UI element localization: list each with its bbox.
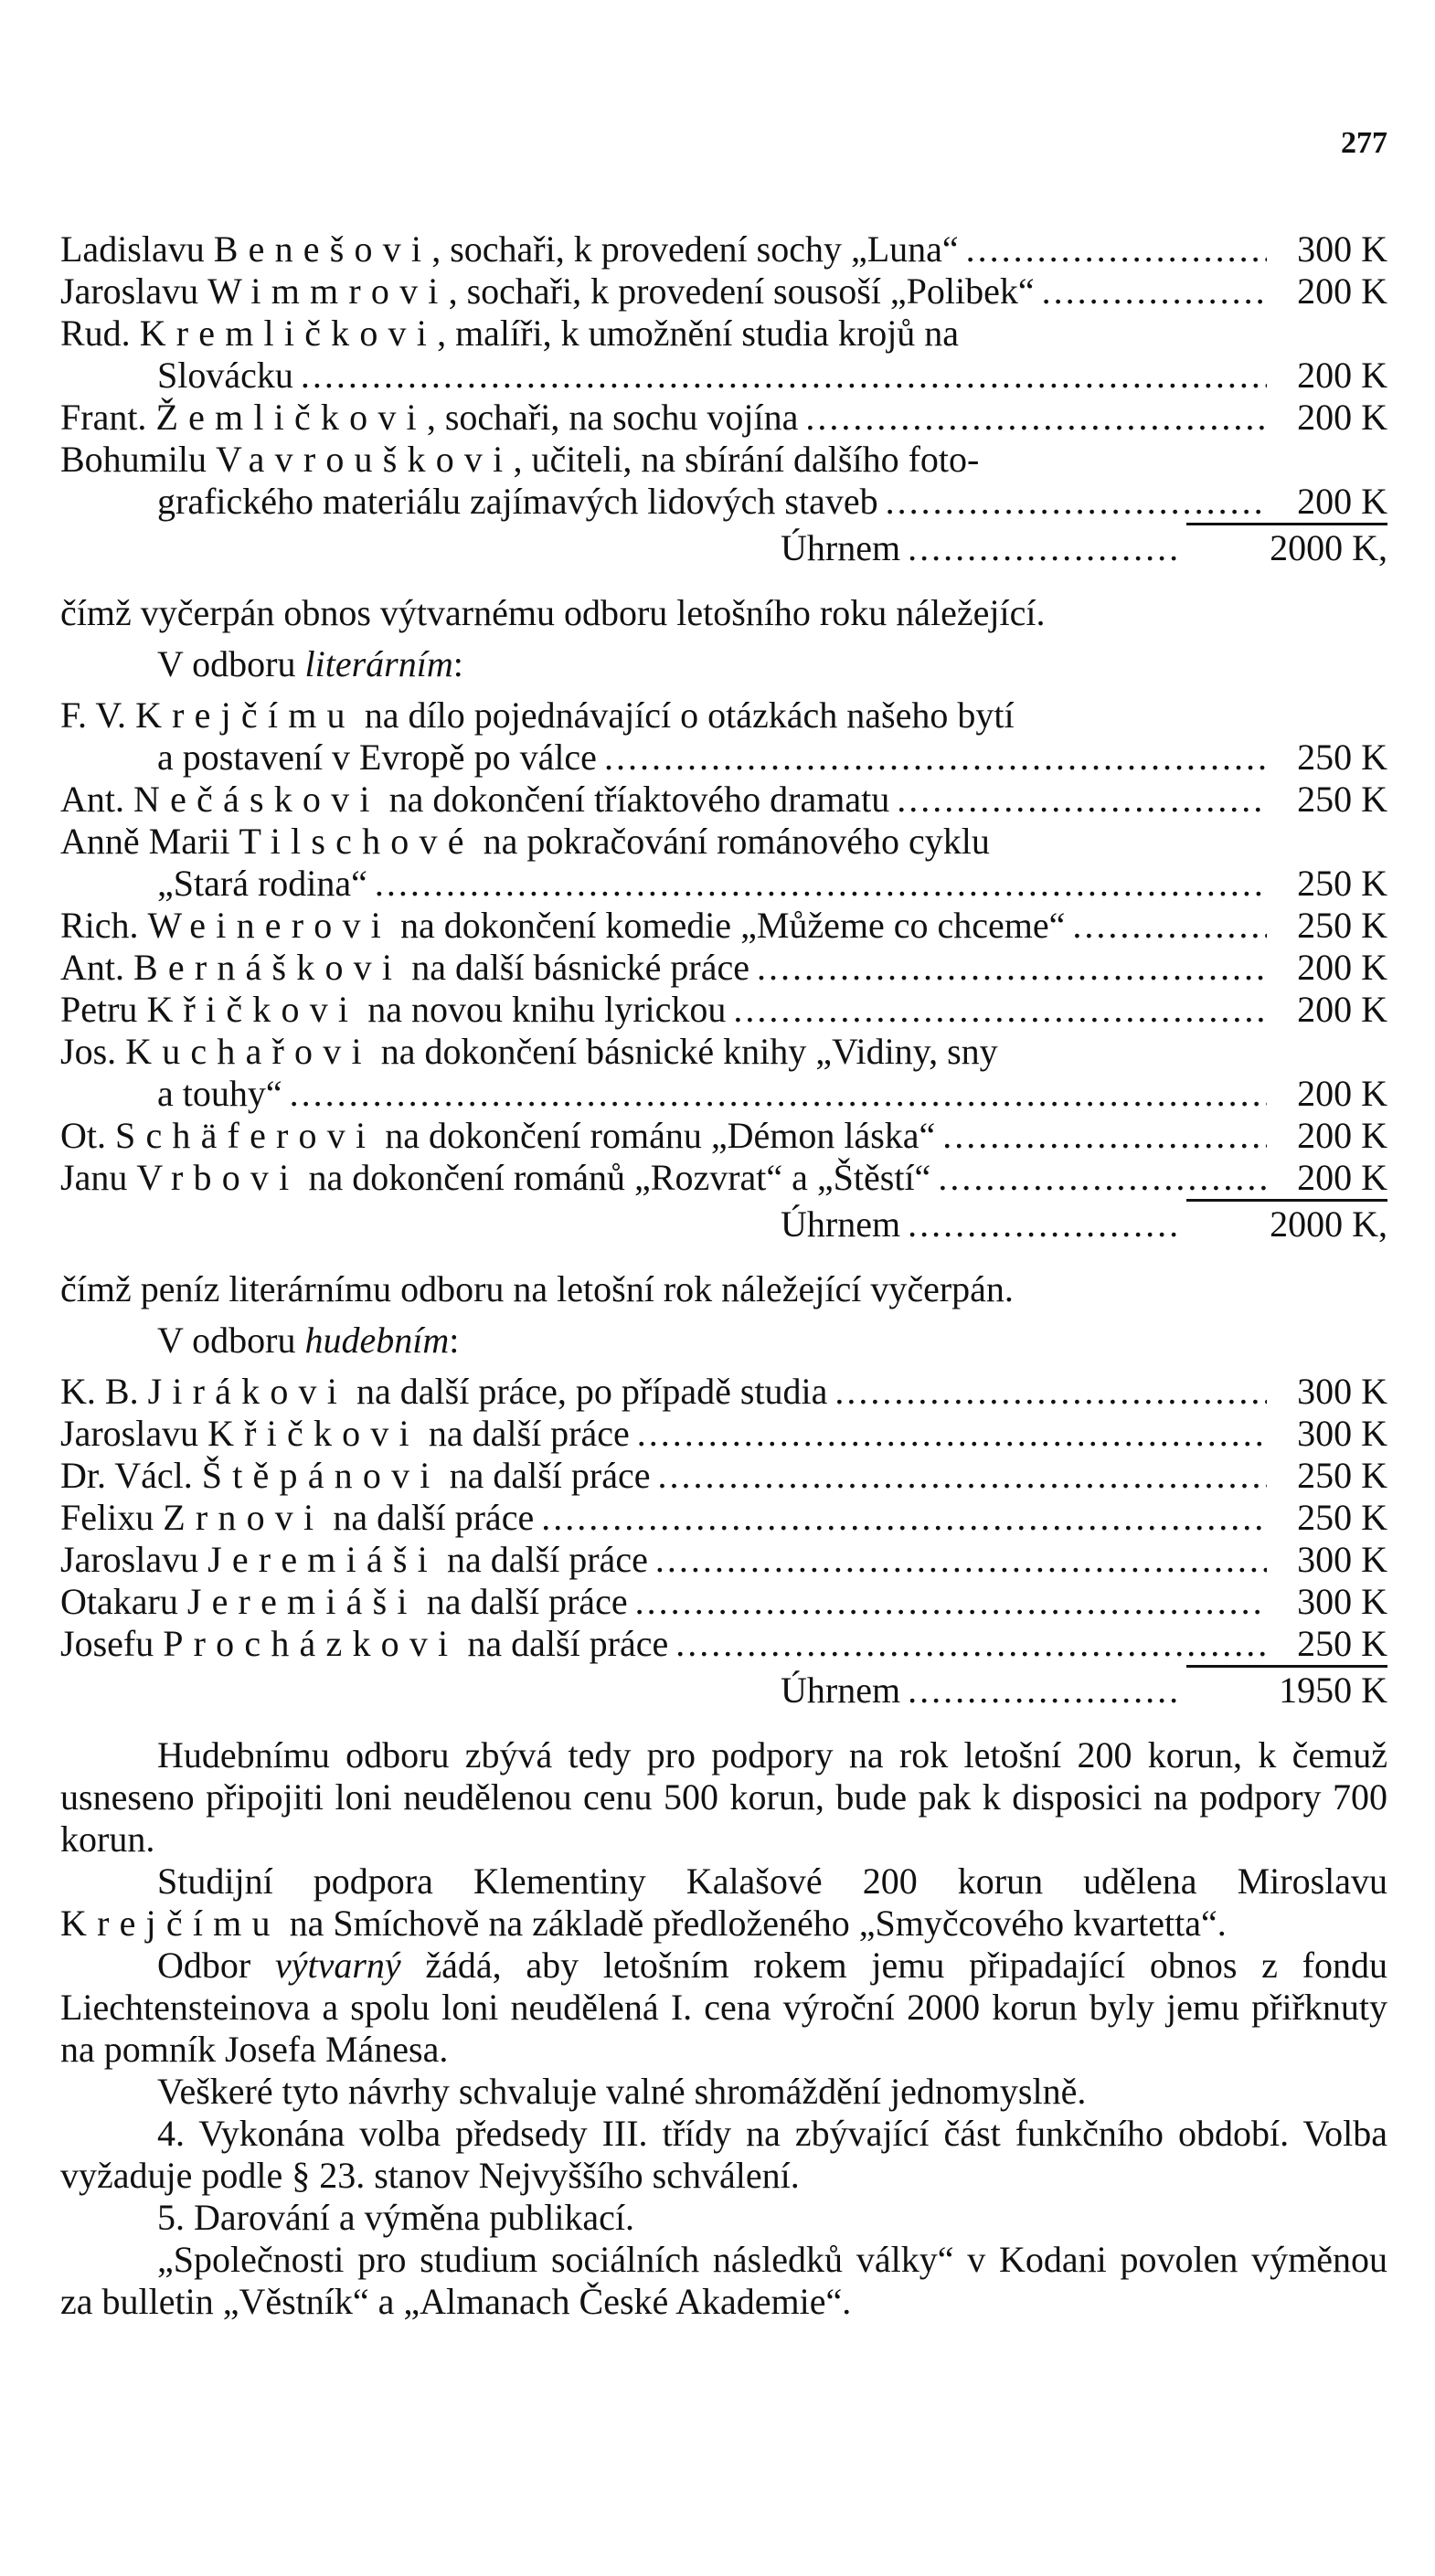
grant-amount: 200 K [1297, 1073, 1387, 1114]
grant-entry: Jos. Kuchařovi na dokončení básnické knihy „Vidiny, sny a touhy“ ..... 200 K [60, 1031, 1387, 1115]
lit-total: Úhrnem ..... 2000 K, [60, 1199, 1387, 1252]
art-grants-list [60, 228, 1387, 523]
music-total: Úhrnem ..... 1950 K [60, 1665, 1387, 1718]
grant-amount: 200 K [1297, 1157, 1387, 1198]
grant-amount: 300 K [1297, 1539, 1387, 1580]
grant-amount: 200 K [1297, 989, 1387, 1030]
lit-grants-list [60, 694, 1387, 1199]
grant-amount: 200 K [1297, 355, 1387, 396]
paragraph: „Společnosti pro studium sociálních následků války“ v Kodani povolen výměnou za bulletin „Věstník“ a „Almanach České Akademie“. [60, 2239, 1387, 2322]
grant-entry: Otakaru Jeremiáši na další práce ..... 300 K [60, 1581, 1387, 1623]
grant-entry: Jaroslavu Wimmrovi, sochaři, k provedení sousoší „Polibek“ ..... 200 K [60, 270, 1387, 313]
art-total: Úhrnem ..... 2000 K, [60, 523, 1387, 576]
grant-amount: 250 K [1297, 863, 1387, 904]
grant-amount: 250 K [1297, 905, 1387, 946]
grant-entry: Dr. Václ. Štěpánovi na další práce ..... 250 K [60, 1455, 1387, 1497]
grant-entry: Bohumilu Vavrouškovi, učiteli, na sbírání dalšího foto- grafického materiálu zajímavých lidových staveb ..... 200 K [60, 439, 1387, 523]
grant-amount: 250 K [1297, 1455, 1387, 1496]
grant-entry: Jaroslavu Křičkovi na další práce ..... 300 K [60, 1413, 1387, 1455]
grant-entry: F. V. Krejčímu na dílo pojednávající o otázkách našeho bytí a postavení v Evropě po válce ..... 250 K [60, 694, 1387, 779]
grant-amount: 200 K [1297, 1115, 1387, 1156]
grant-amount: 300 K [1297, 1413, 1387, 1454]
grant-entry: Petru Křičkovi na novou knihu lyrickou ..... 200 K [60, 989, 1387, 1031]
grant-entry: Anně Marii Tilschové na pokračování románového cyklu „Stará rodina“ ..... 250 K [60, 821, 1387, 905]
music-grants-list [60, 1371, 1387, 1665]
grant-entry: Ot. Schäferovi na dokončení románu „Démon láska“ ..... 200 K [60, 1115, 1387, 1157]
paragraph: Veškeré tyto návrhy schvaluje valné shromáždění jednomyslně. [157, 2071, 1087, 2112]
grant-entry: Ant. Bernáškovi na další básnické práce ..... 200 K [60, 947, 1387, 989]
closing-paragraphs [60, 1734, 1387, 2323]
grant-entry: K. B. Jirákovi na další práce, po případě studia ..... 300 K [60, 1371, 1387, 1413]
grant-entry: Jaroslavu Jeremiáši na další práce ..... 300 K [60, 1539, 1387, 1581]
grant-amount: 250 K [1297, 779, 1387, 820]
grant-amount: 200 K [1297, 481, 1387, 522]
grant-entry: Ant. Nečáskovi na dokončení tříaktového dramatu ..... 250 K [60, 779, 1387, 821]
grant-amount: 300 K [1297, 1371, 1387, 1412]
paragraph: Odbor výtvarný žádá, aby letošním rokem jemu připadající obnos z fondu Liechtensteinova a spolu loni neudělená I. cena výroční 2000 korun byly jemu přiřknuty na pomník Josefa Mánesa. [60, 1945, 1387, 2070]
grant-entry: Josefu Procházkovi na další práce ..... 250 K [60, 1623, 1387, 1665]
grant-amount: 250 K [1297, 1623, 1387, 1664]
paragraph: Hudebnímu odboru zbývá tedy pro podpory na rok letošní 200 korun, k čemuž usneseno připojiti loni neudělenou cenu 500 korun, bude pak k disposici na podpory 700 korun. [60, 1734, 1387, 1860]
grant-amount: 300 K [1297, 228, 1387, 270]
music-section-heading: V odboru hudebním: [157, 1320, 460, 1361]
grant-entry: Janu Vrbovi na dokončení románů „Rozvrat“ a „Štěstí“ ..... 200 K [60, 1157, 1387, 1199]
page-number: 277 [1341, 126, 1387, 160]
grant-amount: 250 K [1297, 737, 1387, 778]
grant-amount: 200 K [1297, 947, 1387, 988]
grant-entry: Felixu Zrnovi na další práce ..... 250 K [60, 1497, 1387, 1539]
paragraph: 5. Darování a výměna publikací. [157, 2197, 635, 2238]
grant-amount: 200 K [1297, 397, 1387, 438]
grant-amount: 300 K [1297, 1581, 1387, 1622]
art-closing: čímž vyčerpán obnos výtvarnému odboru letošního roku náležející. [60, 592, 1046, 633]
grant-entry: Rud. Kremličkovi, malíři, k umožnění studia krojů na Slovácku ..... 200 K [60, 313, 1387, 397]
page-content [60, 228, 1387, 2323]
paragraph: 4. Vykonána volba předsedy III. třídy na zbývající část funkčního období. Volba vyžaduje podle § 23. stanov Nejvyššího schválení. [60, 2113, 1387, 2196]
grant-entry: Ladislavu Benešovi, sochaři, k provedení sochy „Luna“ ..... 300 K [60, 228, 1387, 270]
paragraph: Studijní podpora Klementiny Kalašové 200 korun udělena Miroslavu Krejčímu na Smíchově na základě předloženého „Smyčcového kvartetta“. [60, 1860, 1387, 1944]
grant-amount: 200 K [1297, 270, 1387, 312]
grant-amount: 250 K [1297, 1497, 1387, 1538]
grant-entry: Frant. Žemličkovi, sochaři, na sochu vojína ..... 200 K [60, 397, 1387, 439]
lit-section-heading: V odboru literárním: [157, 643, 463, 684]
lit-closing: čímž peníz literárnímu odboru na letošní rok náležející vyčerpán. [60, 1268, 1014, 1309]
grant-entry: Rich. Weinerovi na dokončení komedie „Můžeme co chceme“ ..... 250 K [60, 905, 1387, 947]
